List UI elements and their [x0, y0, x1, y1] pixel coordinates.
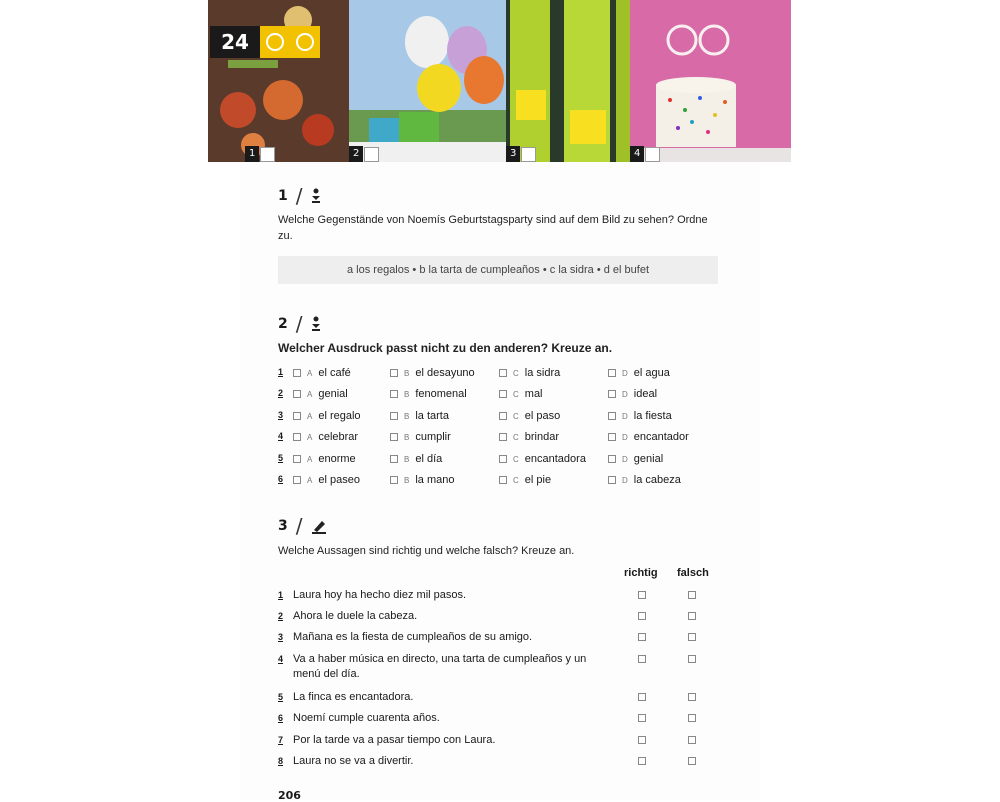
checkbox[interactable]: [390, 455, 398, 463]
checkbox[interactable]: [608, 433, 616, 441]
option-label: el café: [318, 367, 351, 379]
row-number: 1: [278, 367, 284, 377]
checkbox[interactable]: [293, 369, 301, 377]
option-label: el paseo: [318, 474, 360, 486]
checkbox[interactable]: [608, 390, 616, 398]
photo-3-answer-box: [506, 146, 536, 162]
checkbox[interactable]: [390, 390, 398, 398]
checkbox[interactable]: [499, 412, 507, 420]
option-c[interactable]: C mal: [499, 388, 543, 400]
column-header-false: falsch: [677, 567, 709, 579]
statement-text: Por la tarde va a pasar tiempo con Laura.: [293, 734, 496, 746]
reading-icon: [266, 33, 284, 51]
exercise-2-instruction: Welcher Ausdruck passt nicht zu den anderen? Kreuze an.: [278, 341, 613, 355]
exercise-1-header: [278, 184, 321, 208]
row-number: 3: [278, 410, 284, 420]
option-label: la fiesta: [633, 410, 672, 422]
false-checkbox[interactable]: [688, 612, 696, 620]
divider-slash: /: [295, 184, 303, 208]
true-checkbox[interactable]: [638, 757, 646, 765]
cider-bottles-image: [506, 0, 630, 162]
grilled-skewers-image: [208, 0, 349, 162]
photo-strip: [208, 0, 791, 162]
exercise-number: 2: [278, 316, 288, 332]
checkbox[interactable]: [608, 412, 616, 420]
checkbox[interactable]: [608, 455, 616, 463]
true-checkbox[interactable]: [638, 693, 646, 701]
row-number: 2: [278, 388, 284, 398]
option-a[interactable]: A el paseo: [293, 474, 360, 486]
exercise-number: 1: [278, 188, 288, 204]
option-a[interactable]: A el regalo: [293, 410, 361, 422]
option-label: enorme: [318, 453, 356, 465]
option-c[interactable]: C el pie: [499, 474, 551, 486]
statement-text: La finca es encantadora.: [293, 691, 414, 703]
answer-checkbox[interactable]: [521, 147, 536, 162]
answer-checkbox[interactable]: [364, 147, 379, 162]
row-number: 7: [278, 735, 284, 745]
statement-text: Ahora le duele la cabeza.: [293, 610, 418, 622]
statement-text: Noemí cumple cuarenta años.: [293, 712, 440, 724]
false-checkbox[interactable]: [688, 591, 696, 599]
checkbox[interactable]: [293, 390, 301, 398]
option-d[interactable]: D genial: [608, 453, 663, 465]
photo-number: 1: [245, 146, 259, 162]
true-checkbox[interactable]: [638, 612, 646, 620]
option-label: el desayuno: [415, 367, 475, 379]
true-checkbox[interactable]: [638, 736, 646, 744]
true-checkbox[interactable]: [638, 655, 646, 663]
option-label: brindar: [524, 431, 560, 443]
word-bank: a los regalos • b la tarta de cumpleaños • c la sidra • d el bufet: [278, 256, 718, 284]
unit-badge: [210, 26, 320, 58]
statement-text: Va a haber música en directo, una tarta de cumpleaños y un menú del día.: [293, 653, 587, 680]
false-checkbox[interactable]: [688, 736, 696, 744]
pen-icon: [311, 518, 327, 534]
grilled-skewers-photo: [208, 0, 349, 162]
checkbox[interactable]: [293, 476, 301, 484]
timer-icon: [296, 33, 314, 51]
checkbox[interactable]: [608, 476, 616, 484]
divider-slash: /: [295, 312, 303, 336]
exercise-3-instruction: Welche Aussagen sind richtig und welche falsch? Kreuze an.: [278, 545, 575, 557]
option-label: la sidra: [524, 367, 561, 379]
option-a[interactable]: A genial: [293, 388, 348, 400]
option-a[interactable]: A celebrar: [293, 431, 358, 443]
answer-checkbox[interactable]: [260, 147, 275, 162]
option-b[interactable]: B la tarta: [390, 410, 449, 422]
row-number: 8: [278, 756, 284, 766]
option-a[interactable]: A el café: [293, 367, 351, 379]
option-label: el regalo: [318, 410, 361, 422]
option-label: fenomenal: [415, 388, 467, 400]
checkbox[interactable]: [293, 412, 301, 420]
option-b[interactable]: B la mano: [390, 474, 454, 486]
option-c[interactable]: C la sidra: [499, 367, 560, 379]
option-d[interactable]: D la cabeza: [608, 474, 681, 486]
unit-number: 24: [210, 26, 260, 58]
photo-number: 4: [630, 146, 644, 162]
option-d[interactable]: D encantador: [608, 431, 689, 443]
option-c[interactable]: C brindar: [499, 431, 559, 443]
row-number: 4: [278, 431, 284, 441]
option-label: ideal: [633, 388, 658, 400]
divider-slash: /: [295, 514, 303, 538]
checkbox[interactable]: [499, 476, 507, 484]
option-a[interactable]: A enorme: [293, 453, 356, 465]
row-number: 5: [278, 692, 284, 702]
option-label: celebrar: [318, 431, 359, 443]
option-label: la cabeza: [633, 474, 681, 486]
checkbox[interactable]: [499, 433, 507, 441]
row-number: 5: [278, 453, 284, 463]
checkbox[interactable]: [390, 369, 398, 377]
option-label: el paso: [524, 410, 561, 422]
exercise-number: 3: [278, 518, 288, 534]
birthday-cake-image: [630, 0, 791, 162]
row-number: 6: [278, 713, 284, 723]
option-label: encantadora: [524, 453, 586, 465]
answer-checkbox[interactable]: [645, 147, 660, 162]
false-checkbox[interactable]: [688, 693, 696, 701]
checkbox[interactable]: [608, 369, 616, 377]
option-label: la tarta: [415, 410, 449, 422]
checkbox[interactable]: [390, 412, 398, 420]
exercise-1-instruction: Welche Gegenstände von Noemís Geburtstagsparty sind auf dem Bild zu sehen? Ordne zu.: [278, 214, 708, 242]
statement-text: Mañana es la fiesta de cumpleaños de su amigo.: [293, 631, 533, 643]
photo-number: 2: [349, 146, 363, 162]
exercise-2-header: [278, 312, 321, 336]
statement-text: Laura hoy ha hecho diez mil pasos.: [293, 589, 467, 601]
checkbox[interactable]: [499, 369, 507, 377]
true-checkbox[interactable]: [638, 714, 646, 722]
checkbox[interactable]: [293, 455, 301, 463]
false-checkbox[interactable]: [688, 655, 696, 663]
balloons-and-gifts-photo: [349, 0, 506, 162]
option-label: el día: [415, 453, 443, 465]
birthday-cake-photo: [630, 0, 791, 162]
reading-person-icon: [311, 188, 321, 204]
false-checkbox[interactable]: [688, 633, 696, 641]
photo-4-answer-box: [630, 146, 660, 162]
option-b[interactable]: B fenomenal: [390, 388, 467, 400]
option-label: cumplir: [415, 431, 451, 443]
option-b[interactable]: B cumplir: [390, 431, 451, 443]
option-b[interactable]: B el día: [390, 453, 442, 465]
false-checkbox[interactable]: [688, 714, 696, 722]
checkbox[interactable]: [499, 455, 507, 463]
page-number: 206: [278, 789, 301, 802]
row-number: 3: [278, 632, 284, 642]
balloons-image: [349, 0, 506, 162]
option-label: genial: [318, 388, 348, 400]
true-checkbox[interactable]: [638, 591, 646, 599]
option-c[interactable]: C encantadora: [499, 453, 586, 465]
statement-text: Laura no se va a divertir.: [293, 755, 414, 767]
photo-number: 3: [506, 146, 520, 162]
option-c[interactable]: C el paso: [499, 410, 560, 422]
reading-person-icon: [311, 316, 321, 332]
checkbox[interactable]: [499, 390, 507, 398]
row-number: 4: [278, 654, 284, 664]
option-label: la mano: [415, 474, 455, 486]
checkbox[interactable]: [390, 476, 398, 484]
option-d[interactable]: D ideal: [608, 388, 657, 400]
exercise-3-header: [278, 514, 327, 538]
option-label: el pie: [524, 474, 552, 486]
checkbox[interactable]: [293, 433, 301, 441]
unit-icons: [260, 26, 320, 58]
option-b[interactable]: B el desayuno: [390, 367, 475, 379]
column-header-true: richtig: [624, 567, 658, 579]
option-d[interactable]: D la fiesta: [608, 410, 672, 422]
option-label: el agua: [633, 367, 670, 379]
photo-2-answer-box: [349, 146, 379, 162]
checkbox[interactable]: [390, 433, 398, 441]
row-number: 2: [278, 611, 284, 621]
option-d[interactable]: D el agua: [608, 367, 670, 379]
cider-bottles-photo: [506, 0, 630, 162]
photo-1-answer-box: [245, 146, 275, 162]
false-checkbox[interactable]: [688, 757, 696, 765]
row-number: 1: [278, 590, 284, 600]
option-label: genial: [633, 453, 664, 465]
option-label: mal: [524, 388, 543, 400]
true-checkbox[interactable]: [638, 633, 646, 641]
option-label: encantador: [633, 431, 689, 443]
row-number: 6: [278, 474, 284, 484]
